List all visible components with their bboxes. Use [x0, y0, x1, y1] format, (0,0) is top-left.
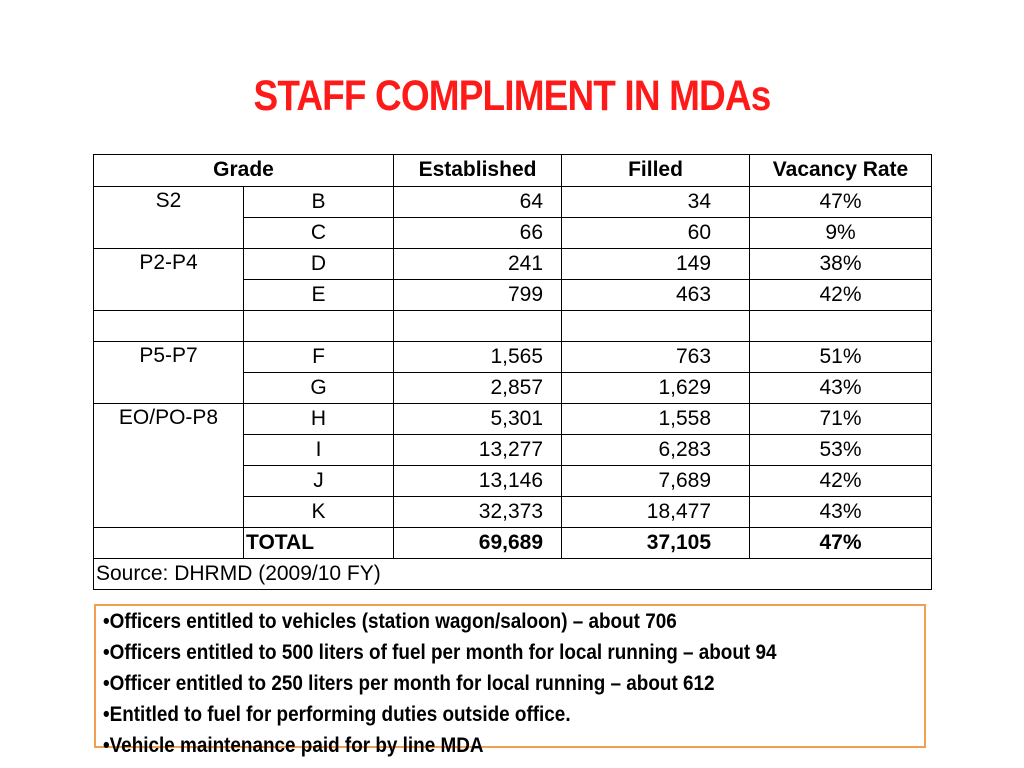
vacancy-cell: 9% — [750, 218, 932, 249]
vacancy-cell: 51% — [750, 342, 932, 373]
established-cell: 66 — [394, 218, 562, 249]
grade-cell: J — [244, 466, 394, 497]
note-item: •Officers entitled to 500 liters of fuel per month for local running – about 94 — [103, 641, 777, 664]
note-item: •Entitled to fuel for performing duties outside office. — [103, 703, 571, 726]
table-row — [94, 249, 932, 280]
established-cell: 13,146 — [394, 466, 562, 497]
grade-cell: C — [244, 218, 394, 249]
total-vacancy: 47% — [750, 528, 932, 559]
established-cell: 241 — [394, 249, 562, 280]
group-cell: P5-P7 — [94, 342, 244, 404]
header-grade: Grade — [94, 155, 394, 187]
vacancy-cell: 71% — [750, 404, 932, 435]
filled-cell: 18,477 — [562, 497, 750, 528]
total-established: 69,689 — [394, 528, 562, 559]
established-cell: 5,301 — [394, 404, 562, 435]
header-established: Established — [394, 155, 562, 187]
established-cell: 1,565 — [394, 342, 562, 373]
total-label: TOTAL — [244, 528, 394, 559]
filled-cell: 7,689 — [562, 466, 750, 497]
vacancy-cell: 42% — [750, 280, 932, 311]
established-cell — [394, 311, 562, 342]
grade-cell: H — [244, 404, 394, 435]
table-row — [94, 187, 932, 218]
table-header-row — [94, 155, 932, 187]
filled-cell: 1,629 — [562, 373, 750, 404]
grade-cell: K — [244, 497, 394, 528]
total-blank-cell — [94, 528, 244, 559]
filled-cell: 34 — [562, 187, 750, 218]
group-cell — [94, 311, 244, 342]
grade-cell: E — [244, 280, 394, 311]
established-cell: 13,277 — [394, 435, 562, 466]
filled-cell: 60 — [562, 218, 750, 249]
filled-cell: 763 — [562, 342, 750, 373]
grade-cell: D — [244, 249, 394, 280]
total-row — [94, 528, 932, 559]
group-cell: P2-P4 — [94, 249, 244, 311]
established-cell: 2,857 — [394, 373, 562, 404]
note-item: •Vehicle maintenance paid for by line MDA — [103, 734, 484, 757]
filled-cell: 463 — [562, 280, 750, 311]
filled-cell: 6,283 — [562, 435, 750, 466]
vacancy-cell — [750, 311, 932, 342]
table-row-empty — [94, 311, 932, 342]
grade-cell: B — [244, 187, 394, 218]
page-title: STAFF COMPLIMENT IN MDAs — [253, 72, 771, 120]
vacancy-cell: 43% — [750, 373, 932, 404]
grade-cell — [244, 311, 394, 342]
source-row — [94, 559, 932, 590]
group-cell: S2 — [94, 187, 244, 249]
grade-cell: I — [244, 435, 394, 466]
note-item: •Officer entitled to 250 liters per month for local running – about 612 — [103, 672, 715, 695]
vacancy-cell: 42% — [750, 466, 932, 497]
established-cell: 32,373 — [394, 497, 562, 528]
vacancy-cell: 53% — [750, 435, 932, 466]
grade-cell: F — [244, 342, 394, 373]
header-vacancy-rate: Vacancy Rate — [750, 155, 932, 187]
filled-cell: 149 — [562, 249, 750, 280]
group-cell: EO/PO-P8 — [94, 404, 244, 528]
grade-cell: G — [244, 373, 394, 404]
vacancy-cell: 38% — [750, 249, 932, 280]
vacancy-cell: 47% — [750, 187, 932, 218]
source-note: Source: DHRMD (2009/10 FY) — [94, 559, 932, 590]
table-row — [94, 404, 932, 435]
total-filled: 37,105 — [562, 528, 750, 559]
filled-cell — [562, 311, 750, 342]
established-cell: 799 — [394, 280, 562, 311]
note-item: •Officers entitled to vehicles (station wagon/saloon) – about 706 — [103, 610, 677, 633]
table-row — [94, 342, 932, 373]
vacancy-cell: 43% — [750, 497, 932, 528]
notes-box — [94, 604, 926, 757]
filled-cell: 1,558 — [562, 404, 750, 435]
header-filled: Filled — [562, 155, 750, 187]
staff-table — [93, 154, 932, 590]
established-cell: 64 — [394, 187, 562, 218]
